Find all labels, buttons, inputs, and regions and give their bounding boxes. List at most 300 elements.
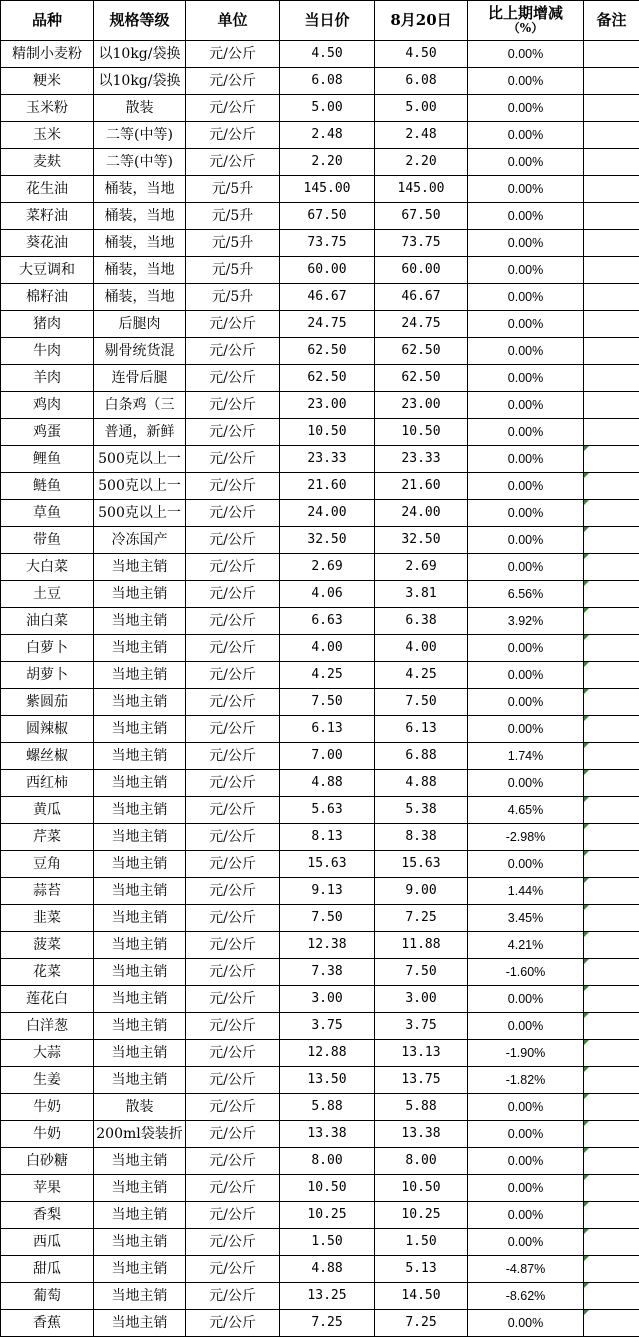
spec-cell	[94, 689, 186, 716]
note-cell	[584, 905, 639, 932]
change-cell: 0.00%	[468, 770, 584, 797]
item-cell: 白洋葱	[1, 1013, 94, 1040]
cell-comment-marker-icon	[584, 986, 589, 991]
change-cell: -1.82%	[468, 1067, 584, 1094]
note-cell	[584, 716, 639, 743]
spec-text: 500克以上一	[98, 500, 181, 526]
today-price-cell: 4.25	[280, 662, 375, 689]
unit-cell: 元/公斤	[186, 446, 280, 473]
previous-price-cell: 60.00	[375, 257, 468, 284]
spec-text: 当地主销	[112, 1067, 168, 1093]
table-row	[1, 257, 639, 284]
today-price-cell: 60.00	[280, 257, 375, 284]
unit-cell: 元/公斤	[186, 1148, 280, 1175]
cell-comment-marker-icon	[584, 1040, 589, 1045]
spec-text: 当地主销	[112, 635, 168, 661]
today-price-cell: 13.25	[280, 1283, 375, 1310]
today-price-cell: 1.50	[280, 1229, 375, 1256]
note-cell	[584, 527, 639, 554]
change-cell: 0.00%	[468, 1310, 584, 1337]
change-cell: 1.44%	[468, 878, 584, 905]
unit-cell: 元/公斤	[186, 635, 280, 662]
unit-cell: 元/公斤	[186, 1175, 280, 1202]
change-cell: 3.92%	[468, 608, 584, 635]
unit-cell: 元/公斤	[186, 1283, 280, 1310]
item-cell: 香蕉	[1, 1310, 94, 1337]
spec-cell	[94, 608, 186, 635]
spec-cell	[94, 1256, 186, 1283]
note-cell	[584, 959, 639, 986]
unit-cell: 元/公斤	[186, 95, 280, 122]
spec-cell	[94, 527, 186, 554]
today-price-cell: 9.13	[280, 878, 375, 905]
spec-text: 白条鸡（三	[105, 392, 175, 418]
spec-text: 200ml袋装折	[96, 1121, 182, 1147]
note-cell	[584, 311, 639, 338]
change-cell: 6.56%	[468, 581, 584, 608]
item-cell: 黄瓜	[1, 797, 94, 824]
table-row	[1, 311, 639, 338]
today-price-cell: 12.38	[280, 932, 375, 959]
previous-price-cell: 145.00	[375, 176, 468, 203]
spec-text: 冷冻国产	[112, 527, 168, 553]
spec-text: 当地主销	[112, 824, 168, 850]
spec-cell	[94, 392, 186, 419]
previous-price-cell: 62.50	[375, 338, 468, 365]
cell-comment-marker-icon	[584, 851, 589, 856]
note-cell	[584, 824, 639, 851]
change-cell: -1.60%	[468, 959, 584, 986]
spec-text: 连骨后腿	[112, 365, 168, 391]
note-cell	[584, 743, 639, 770]
change-cell: 4.21%	[468, 932, 584, 959]
previous-price-cell: 1.50	[375, 1229, 468, 1256]
cell-comment-marker-icon	[584, 716, 589, 721]
spec-cell	[94, 959, 186, 986]
cell-comment-marker-icon	[584, 932, 589, 937]
spec-cell	[94, 176, 186, 203]
header-spec: 规格等级	[94, 1, 186, 41]
change-cell: 0.00%	[468, 662, 584, 689]
today-price-cell: 32.50	[280, 527, 375, 554]
change-cell: -1.90%	[468, 1040, 584, 1067]
today-price-cell: 23.33	[280, 446, 375, 473]
spec-cell	[94, 149, 186, 176]
change-cell: 0.00%	[468, 1175, 584, 1202]
unit-cell: 元/公斤	[186, 851, 280, 878]
today-price-cell: 145.00	[280, 176, 375, 203]
item-cell: 芹菜	[1, 824, 94, 851]
today-price-cell: 10.50	[280, 419, 375, 446]
spec-text: 当地主销	[112, 1229, 168, 1255]
cell-comment-marker-icon	[584, 581, 589, 586]
spec-text: 当地主销	[112, 1040, 168, 1066]
table-row	[1, 176, 639, 203]
unit-cell: 元/公斤	[186, 824, 280, 851]
unit-cell: 元/5升	[186, 230, 280, 257]
note-cell	[584, 338, 639, 365]
note-cell	[584, 1310, 639, 1337]
change-cell: 0.00%	[468, 41, 584, 68]
today-price-cell: 2.69	[280, 554, 375, 581]
item-cell: 胡萝卜	[1, 662, 94, 689]
cell-comment-marker-icon	[584, 905, 589, 910]
today-price-cell: 73.75	[280, 230, 375, 257]
today-price-cell: 8.00	[280, 1148, 375, 1175]
spec-text: 以10kg/袋换	[99, 41, 181, 67]
spec-text: 普通，新鲜	[105, 419, 175, 445]
note-cell	[584, 1175, 639, 1202]
note-cell	[584, 1256, 639, 1283]
note-cell	[584, 68, 639, 95]
table-row	[1, 770, 639, 797]
table-row	[1, 959, 639, 986]
table-row	[1, 1067, 639, 1094]
spec-cell	[94, 797, 186, 824]
spec-cell	[94, 851, 186, 878]
unit-cell: 元/公斤	[186, 797, 280, 824]
change-cell: 0.00%	[468, 689, 584, 716]
change-cell: 0.00%	[468, 716, 584, 743]
today-price-cell: 7.50	[280, 905, 375, 932]
spec-text: 当地主销	[112, 554, 168, 580]
note-cell	[584, 122, 639, 149]
today-price-cell: 62.50	[280, 338, 375, 365]
item-cell: 大白菜	[1, 554, 94, 581]
cell-comment-marker-icon	[584, 797, 589, 802]
spec-cell	[94, 1148, 186, 1175]
change-cell: 0.00%	[468, 1202, 584, 1229]
item-cell: 生姜	[1, 1067, 94, 1094]
item-cell: 草鱼	[1, 500, 94, 527]
table-row	[1, 1202, 639, 1229]
header-previous-price: 8月20日	[375, 1, 468, 41]
today-price-cell: 8.13	[280, 824, 375, 851]
item-cell: 大豆调和	[1, 257, 94, 284]
previous-price-cell: 4.25	[375, 662, 468, 689]
item-cell: 螺丝椒	[1, 743, 94, 770]
unit-cell: 元/公斤	[186, 581, 280, 608]
note-cell	[584, 257, 639, 284]
spec-cell	[94, 284, 186, 311]
table-row	[1, 581, 639, 608]
cell-comment-marker-icon	[584, 959, 589, 964]
spec-text: 后腿肉	[119, 311, 161, 337]
previous-price-cell: 6.38	[375, 608, 468, 635]
note-cell	[584, 203, 639, 230]
spec-text: 桶装，当地	[105, 284, 175, 310]
spec-text: 当地主销	[112, 851, 168, 877]
previous-price-cell: 7.25	[375, 905, 468, 932]
spec-text: 以10kg/袋换	[99, 68, 181, 94]
note-cell	[584, 554, 639, 581]
note-cell	[584, 284, 639, 311]
unit-cell: 元/公斤	[186, 41, 280, 68]
change-cell: 0.00%	[468, 473, 584, 500]
spec-text: 当地主销	[112, 1148, 168, 1174]
item-cell: 麦麸	[1, 149, 94, 176]
today-price-cell: 10.25	[280, 1202, 375, 1229]
note-cell	[584, 41, 639, 68]
previous-price-cell: 24.00	[375, 500, 468, 527]
spec-cell	[94, 1040, 186, 1067]
spec-cell	[94, 1094, 186, 1121]
item-cell: 西瓜	[1, 1229, 94, 1256]
today-price-cell: 5.63	[280, 797, 375, 824]
spec-text: 散装	[126, 1094, 154, 1120]
spec-cell	[94, 932, 186, 959]
spec-cell	[94, 41, 186, 68]
header-change-label: 比上期增减	[488, 4, 563, 22]
table-row	[1, 149, 639, 176]
item-cell: 韭菜	[1, 905, 94, 932]
today-price-cell: 3.75	[280, 1013, 375, 1040]
item-cell: 棉籽油	[1, 284, 94, 311]
previous-price-cell: 9.00	[375, 878, 468, 905]
table-row	[1, 635, 639, 662]
item-cell: 圆辣椒	[1, 716, 94, 743]
change-cell: 0.00%	[468, 851, 584, 878]
previous-price-cell: 62.50	[375, 365, 468, 392]
unit-cell: 元/公斤	[186, 473, 280, 500]
note-cell	[584, 365, 639, 392]
item-cell: 鲢鱼	[1, 473, 94, 500]
today-price-cell: 12.88	[280, 1040, 375, 1067]
change-cell: 0.00%	[468, 1121, 584, 1148]
unit-cell: 元/公斤	[186, 122, 280, 149]
change-cell: 0.00%	[468, 446, 584, 473]
item-cell: 葵花油	[1, 230, 94, 257]
previous-price-cell: 23.33	[375, 446, 468, 473]
today-price-cell: 7.25	[280, 1310, 375, 1337]
note-cell	[584, 662, 639, 689]
unit-cell: 元/公斤	[186, 554, 280, 581]
today-price-cell: 7.00	[280, 743, 375, 770]
spec-text: 当地主销	[112, 662, 168, 688]
item-cell: 玉米粉	[1, 95, 94, 122]
note-cell	[584, 797, 639, 824]
today-price-cell: 67.50	[280, 203, 375, 230]
unit-cell: 元/公斤	[186, 689, 280, 716]
spec-text: 500克以上一	[98, 473, 181, 499]
item-cell: 花生油	[1, 176, 94, 203]
item-cell: 牛奶	[1, 1094, 94, 1121]
spec-cell	[94, 770, 186, 797]
spec-text: 二等(中等)	[106, 122, 173, 148]
table-row	[1, 878, 639, 905]
cell-comment-marker-icon	[584, 635, 589, 640]
cell-comment-marker-icon	[584, 824, 589, 829]
previous-price-cell: 4.50	[375, 41, 468, 68]
spec-cell	[94, 500, 186, 527]
spec-text: 当地主销	[112, 959, 168, 985]
previous-price-cell: 11.88	[375, 932, 468, 959]
note-cell	[584, 932, 639, 959]
table-row	[1, 68, 639, 95]
spec-cell	[94, 1310, 186, 1337]
item-cell: 菠菜	[1, 932, 94, 959]
table-row	[1, 1175, 639, 1202]
change-cell: 0.00%	[468, 554, 584, 581]
item-cell: 鲤鱼	[1, 446, 94, 473]
cell-comment-marker-icon	[584, 878, 589, 883]
spec-text: 桶装，当地	[105, 176, 175, 202]
unit-cell: 元/公斤	[186, 68, 280, 95]
spec-text: 当地主销	[112, 1175, 168, 1201]
note-cell	[584, 608, 639, 635]
note-cell	[584, 1229, 639, 1256]
table-row	[1, 743, 639, 770]
spec-cell	[94, 1229, 186, 1256]
unit-cell: 元/公斤	[186, 770, 280, 797]
note-cell	[584, 1283, 639, 1310]
spec-text: 当地主销	[112, 1283, 168, 1309]
spec-cell	[94, 338, 186, 365]
spec-cell	[94, 1067, 186, 1094]
change-cell: 0.00%	[468, 1148, 584, 1175]
item-cell: 大蒜	[1, 1040, 94, 1067]
change-cell: 0.00%	[468, 986, 584, 1013]
table-row	[1, 122, 639, 149]
change-cell: 0.00%	[468, 311, 584, 338]
change-cell: -2.98%	[468, 824, 584, 851]
item-cell: 粳米	[1, 68, 94, 95]
spec-text: 当地主销	[112, 581, 168, 607]
unit-cell: 元/公斤	[186, 1256, 280, 1283]
unit-cell: 元/公斤	[186, 878, 280, 905]
note-cell	[584, 851, 639, 878]
table-row	[1, 1310, 639, 1337]
previous-price-cell: 8.00	[375, 1148, 468, 1175]
today-price-cell: 5.00	[280, 95, 375, 122]
item-cell: 土豆	[1, 581, 94, 608]
cell-comment-marker-icon	[584, 554, 589, 559]
spec-cell	[94, 824, 186, 851]
unit-cell: 元/公斤	[186, 716, 280, 743]
today-price-cell: 21.60	[280, 473, 375, 500]
spec-text: 桶装，当地	[105, 257, 175, 283]
unit-cell: 元/5升	[186, 203, 280, 230]
unit-cell: 元/公斤	[186, 608, 280, 635]
spec-cell	[94, 203, 186, 230]
spec-cell	[94, 1013, 186, 1040]
item-cell: 白萝卜	[1, 635, 94, 662]
table-row	[1, 392, 639, 419]
spec-cell	[94, 473, 186, 500]
table-row	[1, 797, 639, 824]
today-price-cell: 4.06	[280, 581, 375, 608]
previous-price-cell: 7.50	[375, 959, 468, 986]
unit-cell: 元/公斤	[186, 338, 280, 365]
table-row	[1, 338, 639, 365]
change-cell: 0.00%	[468, 230, 584, 257]
spec-cell	[94, 311, 186, 338]
previous-price-cell: 14.50	[375, 1283, 468, 1310]
table-row	[1, 986, 639, 1013]
previous-price-cell: 5.88	[375, 1094, 468, 1121]
spec-cell	[94, 419, 186, 446]
note-cell	[584, 770, 639, 797]
previous-price-cell: 13.75	[375, 1067, 468, 1094]
table-row	[1, 716, 639, 743]
item-cell: 紫圆茄	[1, 689, 94, 716]
unit-cell: 元/公斤	[186, 149, 280, 176]
header-note: 备注	[584, 1, 639, 41]
cell-comment-marker-icon	[584, 500, 589, 505]
spec-text: 当地主销	[112, 1202, 168, 1228]
previous-price-cell: 23.00	[375, 392, 468, 419]
note-cell	[584, 500, 639, 527]
cell-comment-marker-icon	[584, 1121, 589, 1126]
table-row	[1, 851, 639, 878]
today-price-cell: 4.00	[280, 635, 375, 662]
note-cell	[584, 392, 639, 419]
item-cell: 牛肉	[1, 338, 94, 365]
previous-price-cell: 13.13	[375, 1040, 468, 1067]
cell-comment-marker-icon	[584, 1175, 589, 1180]
table-row	[1, 1283, 639, 1310]
item-cell: 羊肉	[1, 365, 94, 392]
table-row	[1, 905, 639, 932]
header-today-price: 当日价	[280, 1, 375, 41]
table-row	[1, 41, 639, 68]
table-body	[1, 41, 639, 1337]
unit-cell: 元/公斤	[186, 311, 280, 338]
spec-cell	[94, 743, 186, 770]
table-row	[1, 500, 639, 527]
unit-cell: 元/公斤	[186, 500, 280, 527]
previous-price-cell: 5.13	[375, 1256, 468, 1283]
previous-price-cell: 4.00	[375, 635, 468, 662]
unit-cell: 元/公斤	[186, 1040, 280, 1067]
item-cell: 白砂糖	[1, 1148, 94, 1175]
spec-text: 当地主销	[112, 770, 168, 796]
table-row	[1, 1229, 639, 1256]
table-row	[1, 608, 639, 635]
table-row	[1, 1256, 639, 1283]
item-cell: 猪肉	[1, 311, 94, 338]
cell-comment-marker-icon	[584, 473, 589, 478]
unit-cell: 元/公斤	[186, 365, 280, 392]
today-price-cell: 2.48	[280, 122, 375, 149]
cell-comment-marker-icon	[584, 1202, 589, 1207]
today-price-cell: 23.00	[280, 392, 375, 419]
table-row	[1, 554, 639, 581]
note-cell	[584, 230, 639, 257]
spec-text: 当地主销	[112, 932, 168, 958]
change-cell: 0.00%	[468, 203, 584, 230]
spec-cell	[94, 581, 186, 608]
previous-price-cell: 24.75	[375, 311, 468, 338]
item-cell: 苹果	[1, 1175, 94, 1202]
note-cell	[584, 446, 639, 473]
note-cell	[584, 581, 639, 608]
today-price-cell: 62.50	[280, 365, 375, 392]
cell-comment-marker-icon	[584, 743, 589, 748]
change-cell: 0.00%	[468, 1094, 584, 1121]
change-cell: 0.00%	[468, 500, 584, 527]
note-cell	[584, 473, 639, 500]
spec-cell	[94, 878, 186, 905]
change-cell: 0.00%	[468, 122, 584, 149]
change-cell: 0.00%	[468, 68, 584, 95]
table-row	[1, 203, 639, 230]
today-price-cell: 13.38	[280, 1121, 375, 1148]
change-cell: -8.62%	[468, 1283, 584, 1310]
header-unit: 单位	[186, 1, 280, 41]
spec-text: 当地主销	[112, 716, 168, 742]
unit-cell: 元/公斤	[186, 1310, 280, 1337]
